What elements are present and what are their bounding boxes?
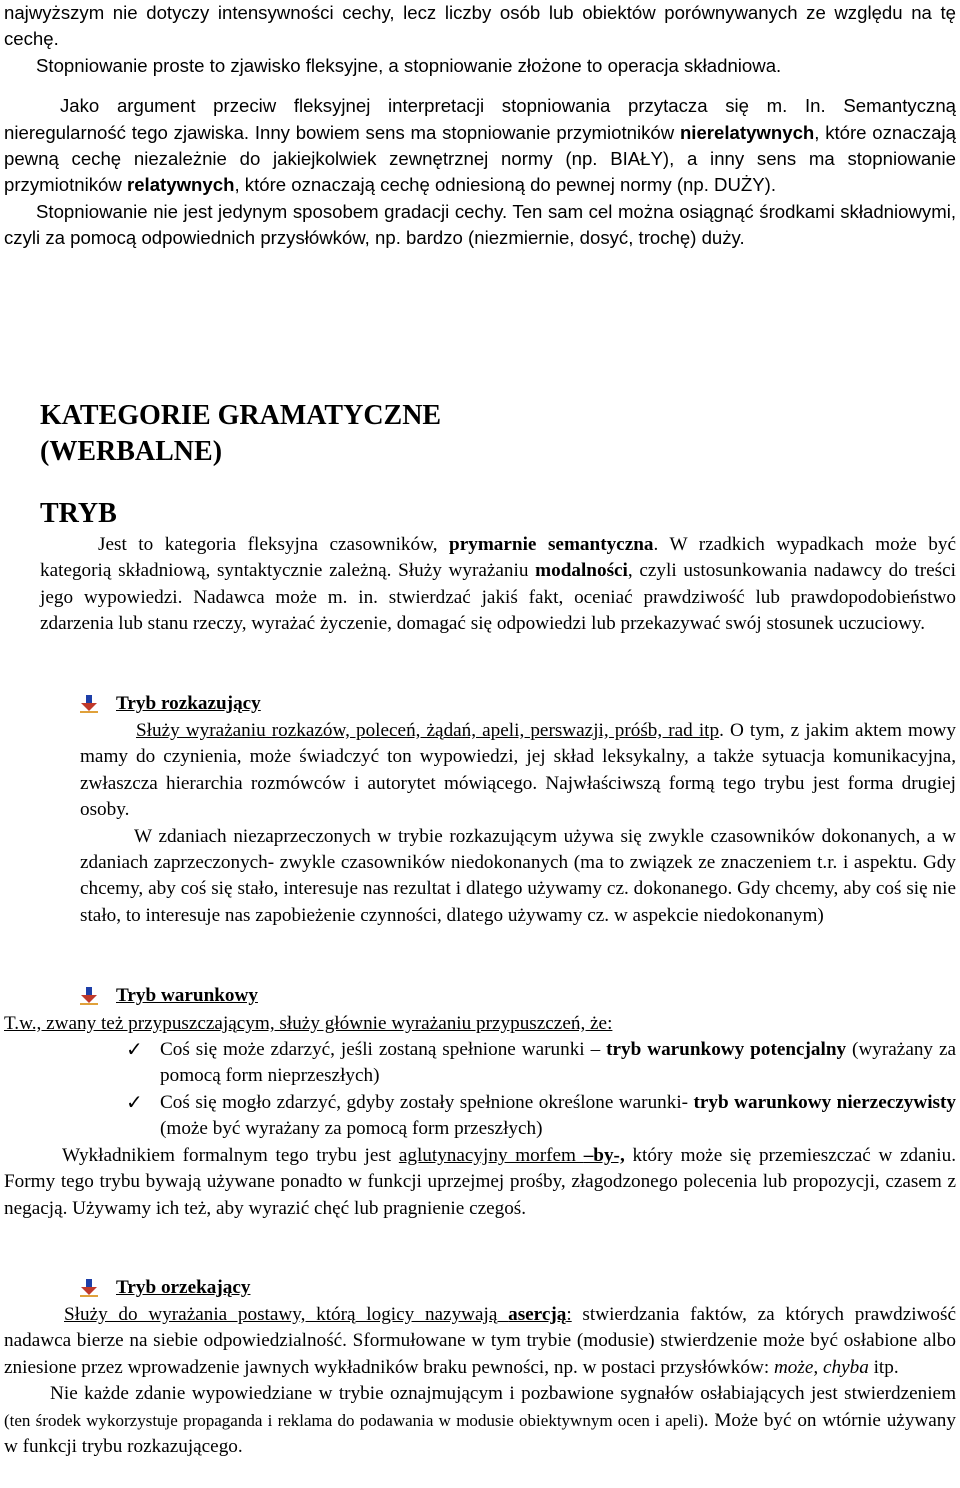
warunkowy-paragraph	[4, 1143, 956, 1222]
parenthetical-note: (ten środek wykorzystuje propaganda i reklama do podawania w modusie obiektywnym ocen i apeli)	[4, 1410, 704, 1430]
term-relatywnych: relatywnych	[126, 174, 235, 196]
rozkazujacy-text: . O tym, z jakim aktem mowy mamy do czynienia, może świadczyć ton wypowiedzi, jej skład leksykalny, a także sytuacja komunikacyjna, zwłaszcza hierarchia rozmówców i autorytet mówiącego. Najwłaściwszą formą tego trybu jest forma drugiej osoby.	[80, 720, 956, 821]
underlined-term: aglutynacyjny morfem	[398, 1145, 584, 1166]
list-text: Coś się mogło zdarzyć, gdyby zostały spełnione określone warunki-	[160, 1092, 694, 1113]
tryb-text: . W rzadkich wypadkach może być kategorią składniową, syntaktycznie zależną. Służy wyrażaniu	[40, 534, 957, 582]
arrow-down-bullet-icon	[80, 1279, 98, 1297]
tryb-text: Jest to kategoria fleksyjna czasowników,	[98, 534, 450, 555]
warunkowy-lead	[4, 1011, 956, 1037]
underlined-definition: Służy wyrażaniu rozkazów, poleceń, żądań, apeli, perswazji, próśb, rad itp	[136, 720, 720, 741]
list-item-text	[160, 1037, 956, 1090]
intro-text: , które oznaczają pewną cechę niezależnie do jakiejkolwiek zewnętrznej normy (np. BIAŁY), a inny sens ma stopniowanie przymiotników	[4, 121, 956, 196]
orzekajacy-text: . Może być on wtórnie używany w funkcji trybu rozkazującego.	[4, 1409, 956, 1458]
tryb-paragraph	[40, 532, 956, 638]
rozkazujacy-section	[80, 718, 956, 929]
list-text: (może być wyrażany za pomocą form przeszłych)	[160, 1118, 543, 1140]
intro-paragraph-2: Stopniowanie proste to zjawisko fleksyjne, a stopniowanie złożone to operacja składniowa.	[36, 54, 782, 76]
list-item-text	[160, 1090, 956, 1143]
arrow-down-bullet-icon	[80, 987, 98, 1005]
tryb-section	[40, 532, 956, 638]
morfem-by: –by-,	[583, 1145, 625, 1166]
checkmark-icon: ✓	[126, 1092, 143, 1114]
term-modalnosci: modalności	[535, 560, 628, 582]
heading-tryb-rozkazujacy	[80, 691, 261, 717]
orzekajacy-paragraph-2	[4, 1381, 956, 1460]
warunkowy-text: który może się przemieszczać w zdaniu. Formy tego trybu bywają używane ponadto w funkcji uprzejmej prośby, złagodzonego polecenia lub propozycji, czasem z negacją. Używamy ich też, aby wyrazić chęć lub pragnienie czegoś.	[4, 1145, 956, 1219]
underlined-definition: :	[566, 1304, 572, 1325]
tryb-text: , czyli ustosunkowania nadawcy do treści jego wypowiedzi. Nadawca może m. in. stwierdzać jakiś fakt, oceniać prawdziwość lub prawdopodobieństwo zdarzenia lub stanu rzeczy, wyrażać życzenie, domagać się odpowiedzi lub przekazywać swój stosunek uczuciowy.	[40, 560, 956, 635]
arrow-down-bullet-icon	[80, 695, 98, 713]
list-item	[126, 1090, 956, 1143]
list-text: (wyrażany za pomocą form nieprzeszłych)	[160, 1039, 956, 1087]
list-text: Coś się może zdarzyć, jeśli zostaną spełnione warunki –	[160, 1039, 607, 1060]
intro-text: , które oznaczają cechę odniesioną do pewnej normy (np. DUŻY).	[234, 174, 777, 196]
warunkowy-text: Wykładnikiem formalnym tego trybu jest	[62, 1145, 399, 1166]
intro-text: Jako argument przeciw fleksyjnej interpretacji stopniowania przytacza się m. In. Semantyczną nieregularność tego zjawiska. Inny bowiem sens ma stopniowanie przymiotników	[4, 95, 956, 143]
warunkowy-section	[4, 1143, 956, 1222]
rozkazujacy-paragraph-2: W zdaniach niezaprzeczonych w trybie rozkazującym używa się zwykle czasowników dokonanych, a w zdaniach zaprzeczonych- zwykle czasowników niedokonanych (ma to związek ze znaczeniem t.r. i aspektu. Gdy chcemy, aby coś się stało, interesuje nas rezultat i dlatego używamy cz. dokonanego. Gdy chcemy, aby coś się nie stało, to interesuje nas zapobieżenie czynności, dlatego używamy cz. w aspekcie niedokonanym)	[80, 825, 956, 926]
orzekajacy-paragraph-1	[4, 1302, 956, 1381]
list-item	[126, 1037, 956, 1090]
italic-examples: może, chyba	[773, 1356, 869, 1378]
warunkowy-lead-text: T.w., zwany też przypuszczającym, służy głównie wyrażaniu przypuszczeń, że:	[4, 1013, 613, 1034]
section-heading	[40, 398, 441, 470]
tryb-warunkowy-title: Tryb warunkowy	[116, 985, 258, 1006]
intro-paragraph-3	[4, 93, 956, 199]
orzekajacy-text: Nie każde zdanie wypowiedziane w trybie oznajmującym i pozbawione sygnałów osłabiających jest stwierdzeniem	[50, 1383, 956, 1405]
subheading-tryb: TRYB	[40, 498, 117, 529]
tryb-rozkazujacy-title: Tryb rozkazujący	[116, 693, 261, 714]
heading-tryb-warunkowy	[80, 983, 258, 1009]
term-nierzeczywisty: tryb warunkowy nierzeczywisty	[693, 1092, 956, 1113]
heading-tryb-orzekajacy	[80, 1275, 250, 1301]
rozkazujacy-paragraph-1	[80, 718, 956, 824]
orzekajacy-text: itp.	[868, 1356, 899, 1378]
section-heading-line-1: KATEGORIE GRAMATYCZNE	[40, 400, 442, 431]
intro-paragraph-1: najwyższym nie dotyczy intensywności cechy, lecz liczby osób lub obiektów porównywanych ze względu na tę cechę.	[4, 2, 956, 50]
term-prymarnie-semantyczna: prymarnie semantyczna	[449, 534, 654, 555]
underlined-definition: Służy do wyrażania postawy, którą logicy nazywają	[64, 1304, 509, 1325]
orzekajacy-text: stwierdzania faktów, za których prawdziwość nadawca bierze na siebie odpowiedzialność. Sformułowane w tym trybie (modusie) stwierdzenie może być osłabione albo zniesione przez wprowadzenie jawnych wykładników braku pewności, np. w postaci przysłówków:	[4, 1304, 956, 1378]
orzekajacy-section	[4, 1302, 956, 1460]
intro-paragraph-4: Stopniowanie nie jest jedynym sposobem gradacji cechy. Ten sam cel można osiągnąć środkami składniowymi, czyli za pomocą odpowiednich przysłówków, np. bardzo (niezmiernie, dosyć, trochę) duży.	[4, 200, 956, 249]
term-potencjalny: tryb warunkowy potencjalny	[606, 1039, 847, 1060]
tryb-orzekajacy-title: Tryb orzekający	[116, 1277, 251, 1298]
term-nierelatywnych: nierelatywnych	[679, 121, 815, 143]
intro-section	[4, 0, 956, 252]
term-asercja: asercją	[508, 1304, 567, 1325]
section-heading-line-2: (WERBALNE)	[40, 436, 223, 467]
checkmark-icon: ✓	[126, 1039, 143, 1061]
